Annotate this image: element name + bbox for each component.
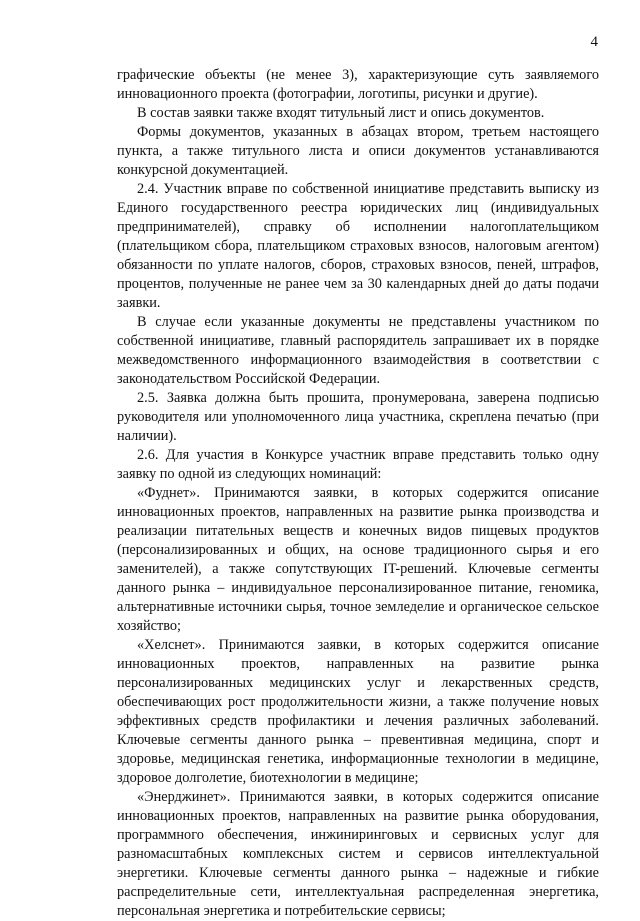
paragraph-2-4: 2.4. Участник вправе по собственной инициативе представить выписку из Единого государственного реестра юридических лиц (индивидуальных предпринимателей), справку об исполнении налогоплательщиком (плательщиком сбора, плательщиком страховых взносов, налоговым агентом) обязанности по уплате налогов, сборов, страховых взносов, пеней, штрафов, процентов, полученные не ранее чем за 30 календарных дней до даты подачи заявки. — [117, 181, 599, 311]
paragraph-healthnet: «Хелснет». Принимаются заявки, в которых содержится описание инновационных проектов, направленных на развитие рынка персонализированных медицинских услуг и лекарственных средств, обеспечивающих рост продолжительности жизни, а также получение новых эффективных средств профилактики и лечения различных заболеваний. Ключевые сегменты данного рынка – превентивная медицина, спорт и здоровье, медицинская генетика, информационные технологии в медицине, здоровое долголетие, биотехнологии в медицине; — [117, 637, 599, 786]
paragraph-foodnet: «Фуднет». Принимаются заявки, в которых содержится описание инновационных проектов, направленных на развитие рынка производства и реализации питательных веществ и конечных видов пищевых продуктов (персонализированных и общих, на основе традиционного сырья и его заменителей), а также сопутствующих IT-решений. Ключевые сегменты данного рынка – индивидуальное персонализированное питание, геномика, альтернативные источники сырья, точное земледелие и органическое сельское хозяйство; — [117, 485, 599, 634]
paragraph-2-6: 2.6. Для участия в Конкурсе участник вправе представить только одну заявку по одной из следующих номинаций: — [117, 447, 599, 482]
paragraph-energynet: «Энерджинет». Принимаются заявки, в которых содержится описание инновационных проектов, направленных на развитие рынка оборудования, программного обеспечения, инжиниринговых и сервисных услуг для разномасштабных комплексных систем и сервисов интеллектуальной энергетики. Ключевые сегменты данного рынка – надежные и гибкие распределительные сети, интеллектуальная распределенная энергетика, персональная энергетика и потребительские сервисы; — [117, 789, 599, 919]
paragraph-forms: Формы документов, указанных в абзацах втором, третьем настоящего пункта, а также титульного листа и описи документов устанавливаются конкурсной документацией. — [117, 124, 599, 178]
paragraph-2-5: 2.5. Заявка должна быть прошита, пронумерована, заверена подписью руководителя или уполномоченного лица участника, скреплена печатью (при наличии). — [117, 390, 599, 444]
paragraph-composition: В состав заявки также входят титульный лист и опись документов. — [137, 105, 545, 121]
paragraph-continuation: графические объекты (не менее 3), характеризующие суть заявляемого инновационного проекта (фотографии, логотипы, рисунки и другие). — [117, 67, 599, 102]
paragraph-interagency: В случае если указанные документы не представлены участником по собственной инициативе, главный распорядитель запрашивает их в порядке межведомственного информационного взаимодействия в соответствии с законодательством Российской Федерации. — [117, 314, 599, 387]
document-body — [117, 66, 599, 921]
page-number: 4 — [590, 34, 598, 50]
